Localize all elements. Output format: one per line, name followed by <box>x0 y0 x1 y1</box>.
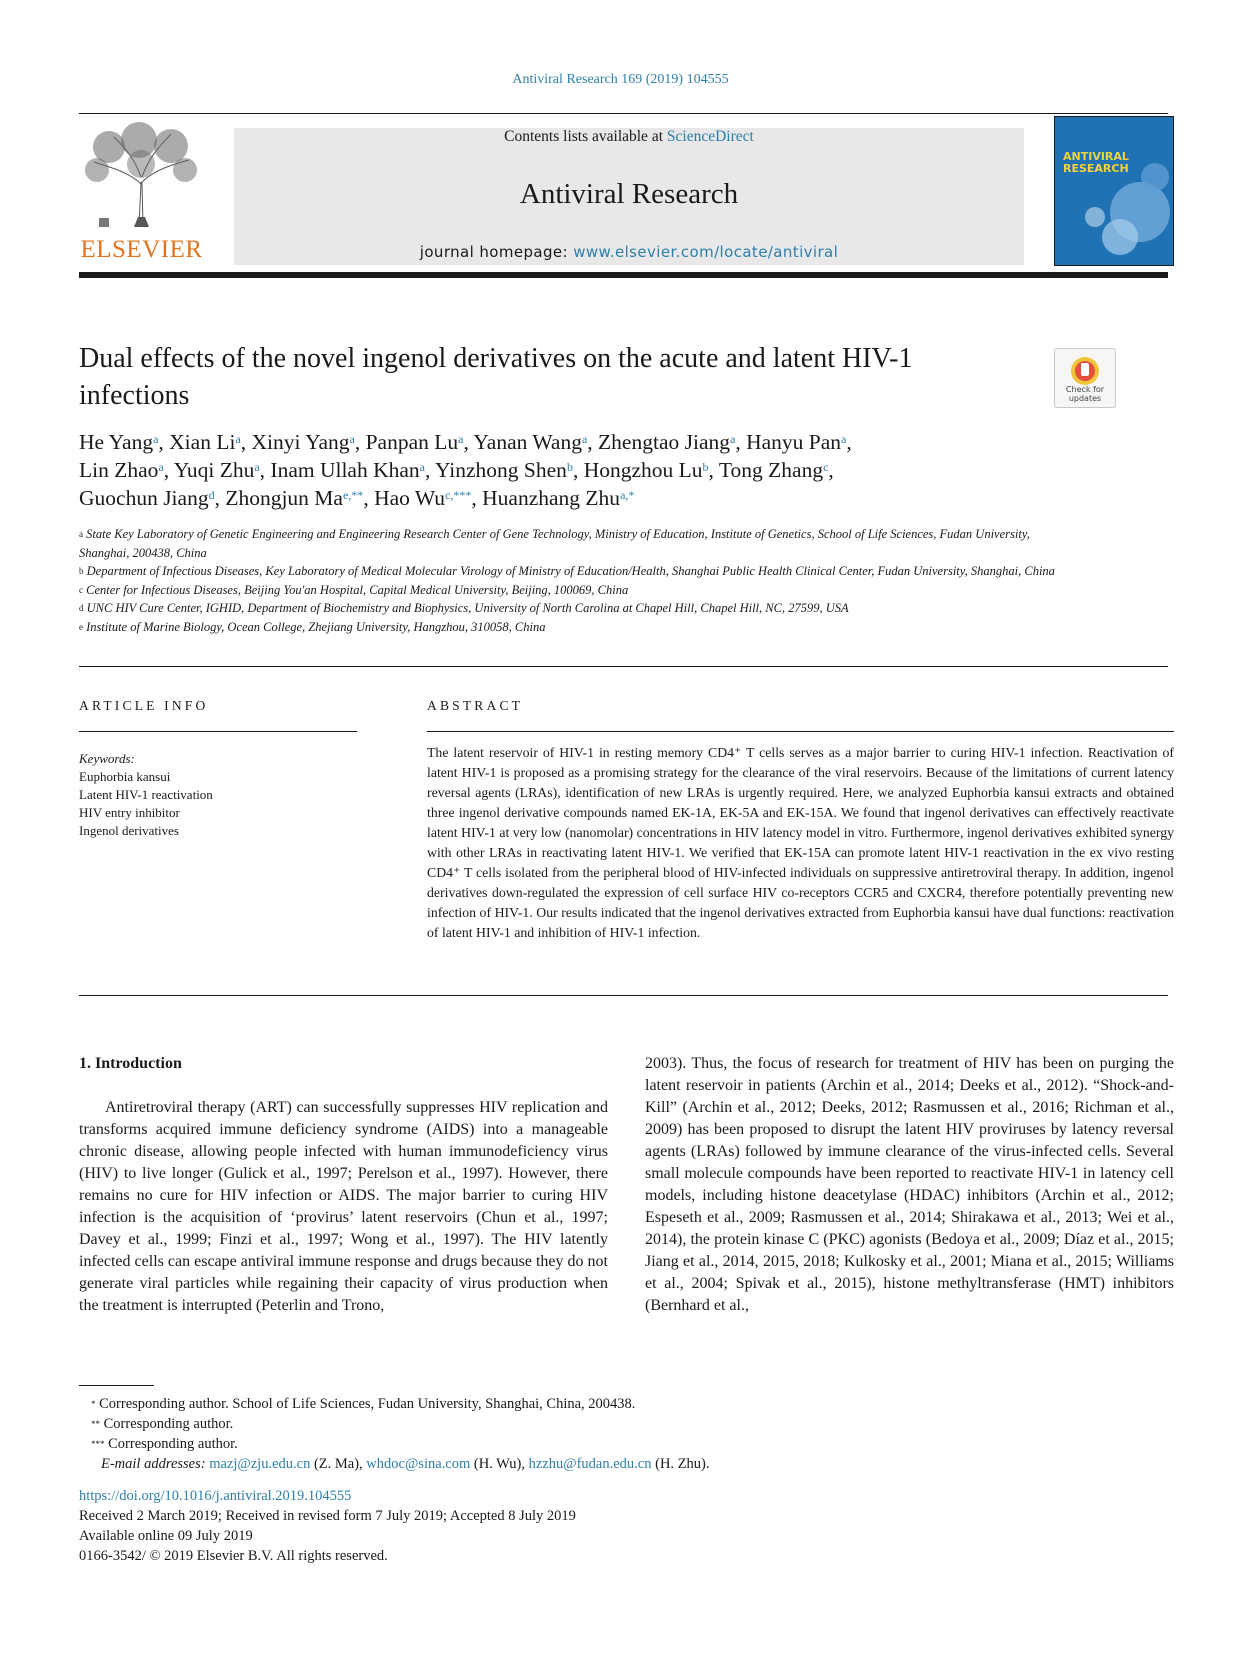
section-rule <box>79 666 1168 667</box>
affiliation-mark[interactable]: a <box>419 460 425 474</box>
section-heading-introduction: 1. Introduction <box>79 1055 182 1072</box>
sciencedirect-link[interactable]: ScienceDirect <box>666 128 754 145</box>
email-link[interactable]: mazj@zju.edu.cn <box>209 1456 311 1472</box>
publication-info <box>79 1486 879 1566</box>
affiliation-mark[interactable]: a,* <box>620 488 635 502</box>
author-name[interactable]: Zhengtao Jiang <box>598 430 730 454</box>
author-name[interactable]: Hongzhou Lu <box>583 458 703 482</box>
cover-title: ANTIVIRAL RESEARCH <box>1063 150 1129 175</box>
cover-art-icon <box>1055 117 1173 265</box>
affiliation-mark[interactable]: b <box>566 460 573 474</box>
author-name[interactable]: Hao Wu <box>374 486 446 510</box>
author-name[interactable]: He Yang <box>79 430 154 454</box>
footnote-2: ** Corresponding author. <box>91 1416 234 1432</box>
affiliation-mark[interactable]: a <box>841 432 847 446</box>
journal-cover[interactable] <box>1054 116 1174 266</box>
homepage-link[interactable]: www.elsevier.com/locate/antiviral <box>573 243 839 261</box>
abstract-heading: ABSTRACT <box>427 698 524 713</box>
keyword: HIV entry inhibitor <box>79 805 180 820</box>
author-name[interactable]: Yinzhong Shen <box>434 458 567 482</box>
affiliation-mark[interactable]: a <box>458 432 464 446</box>
affiliation-letter: d <box>79 603 84 613</box>
affiliation-letter: e <box>79 621 83 632</box>
affiliation-letter: a <box>79 529 83 539</box>
paper-title: Dual effects of the novel ingenol derivatives on the acute and latent HIV-1 infections <box>79 343 913 411</box>
copyright: 0166-3542/ © 2019 Elsevier B.V. All rights reserved. <box>79 1548 388 1564</box>
homepage-line: journal homepage: www.elsevier.com/locate/antiviral <box>419 243 839 261</box>
footnote-3: *** Corresponding author. <box>91 1436 238 1452</box>
author-name[interactable]: Hanyu Pan <box>746 430 842 454</box>
affiliation-item: $^e$ Institute of Marine Biology, Ocean College, Zhejiang University, Hangzhou, 310058, China <box>79 619 546 634</box>
affiliation-mark[interactable]: a <box>153 432 159 446</box>
keywords-label: Keywords: <box>79 751 135 766</box>
author-name[interactable]: Yanan Wang <box>473 430 582 454</box>
author-name[interactable]: Guochun Jiang <box>79 486 209 510</box>
header-thick-rule <box>79 272 1168 278</box>
doi-link[interactable]: https://doi.org/10.1016/j.antiviral.2019.104555 <box>79 1488 352 1504</box>
email-line: E-mail addresses: mazj@zju.edu.cn (Z. Ma), whdoc@sina.com (H. Wu), hzzhu@fudan.edu.cn (H. Zhu). <box>101 1456 710 1472</box>
keyword: Euphorbia kansui <box>79 769 171 784</box>
journal-masthead <box>234 128 1024 265</box>
author-name[interactable]: Tong Zhang <box>718 458 824 482</box>
journal-reference[interactable]: Antiviral Research 169 (2019) 104555 <box>512 72 729 87</box>
intro-paragraph-continued: 2003). Thus, the focus of research for treatment of HIV has been on purging the latent reservoir in patients (Archin et al., 2014; Deeks et al., 2012). “Shock-and-Kill” (Archin et al., 2012; Deeks, 2012; Rasmussen et al., 2016; Richman et al., 2009) has been proposed to disrupt the latent HIV proviruses by latency reversal agents (LRAs) followed by immune clearance of the virus-infected cells. Several small molecule compounds have been reported to reactivate HIV-1 in latency cell models, including histone deacetylase (HDAC) inhibitors (Archin et al., 2012; Espeseth et al., 2009; Rasmussen et al., 2014; Shirakawa et al., 2013; Wei et al., 2014), the protein kinase C (PKC) agonists (Bedoya et al., 2009; Díaz et al., 2015; Jiang et al., 2014, 2015, 2018; Kulkosky et al., 2001; Miana et al., 2015; Williams et al., 2004; Spivak et al., 2015), histone methyltransferase (HMT) inhibitors (Bernhard et al., <box>645 1055 1174 1314</box>
author-name[interactable]: Zhongjun Ma <box>225 486 343 510</box>
abstract-rule <box>427 731 1174 732</box>
journal-name: Antiviral Research <box>519 178 739 210</box>
abstract-body: The latent reservoir of HIV-1 in resting memory CD4⁺ T cells serves as a major barrier to curing HIV-1 infection. Reactivation of latent HIV-1 is proposed as a promising strategy for the clearance of the viral reservoirs. Because of the limitations of current latency reversal agents (LRAs), identification of new LRAs is urgently required. Here, we analyzed Euphorbia kansui extracts and obtained three ingenol derivative compounds named EK-1A, EK-5A and EK-15A. We found that ingenol derivatives can effectively reactivate latent HIV-1 at very low (nanomolar) concentrations in HIV latency model in vitro. Furthermore, ingenol derivatives exhibited synergy with other LRAs in reactivating latent HIV-1. We verified that EK-15A can promote latent HIV-1 reactivation in the ex vivo resting CD4⁺ T cells isolated from the peripheral blood of HIV-infected individuals on suppressive antiretroviral therapy. In addition, ingenol derivatives down-regulated the expression of cell surface HIV co-receptors CCR5 and CXCR4, therefore potentially preventing new infection of HIV-1. Our results indicated that the ingenol derivatives extracted from Euphorbia kansui have dual functions: reactivation of latent HIV-1 and inhibition of HIV-1 infection. <box>427 745 1174 940</box>
keyword: Ingenol derivatives <box>79 823 179 838</box>
intro-paragraph: Antiretroviral therapy (ART) can successfully suppresses HIV replication and transforms acquired immune deficiency syndrome (AIDS) into a manageable chronic disease, allowing people infected with human immunodeficiency virus (HIV) to live longer (Gulick et al., 1997; Perelson et al., 1997). However, there remains no cure for HIV infection or AIDS. The major barrier to curing HIV infection is the acquisition of ‘provirus’ latent reservoirs (Chun et al., 1997; Davey et al., 1999; Finzi et al., 1997; Wong et al., 1997). The HIV latently infected cells can escape antiviral immune response and drugs because they do not generate viral particles while regaining their capacity of virus production when the treatment is interrupted (Peterlin and Trono, <box>79 1099 608 1314</box>
affiliation-letter: c <box>79 584 83 595</box>
affiliation-mark[interactable]: c <box>823 460 829 474</box>
article-info-rule <box>79 731 357 732</box>
keyword: Latent HIV-1 reactivation <box>79 787 213 802</box>
footnotes <box>79 1394 1079 1474</box>
affiliation-mark[interactable]: a <box>235 432 241 446</box>
author-name[interactable]: Inam Ullah Khan <box>270 458 420 482</box>
affiliation-mark[interactable]: c,*** <box>445 488 472 502</box>
affiliation-mark[interactable]: a <box>730 432 736 446</box>
footnote-1: * Corresponding author. School of Life Sciences, Fudan University, Shanghai, China, 200438. <box>91 1396 636 1412</box>
author-list: He Yang$^a$, Xian Li$^a$, Xinyi Yang$^a$, Panpan Lu$^a$, Yanan Wang$^a$, Zhengtao Jiang$^a$, Hanyu Pan$^a$, Lin Zhao$^a$, Yuqi Zhu$^a$, Inam Ullah Khan$^a$, Yinzhong Shen$^b$, Hongzhou Lu$^b$, Tong Zhang$^c$, Guochun Jiang$^d$, Zhongjun $Ma^{e,**}$, Hao $Wu^{c,***}$, Huanzhang Zhu$^{a,*}$ <box>79 430 852 510</box>
keywords-block <box>79 750 359 840</box>
affiliation-item: $^c$ Center for Infectious Diseases, Beijing You'an Hospital, Capital Medical University, Beijing, 100069, China <box>79 582 629 597</box>
intro-right-column <box>645 1053 1174 1317</box>
article-info-heading: ARTICLE INFO <box>79 698 209 713</box>
affiliation-item: $^b$ Department of Infectious Diseases, Key Laboratory of Medical Molecular Virology of Ministry of Education/Health, Shanghai Public Health Clinical Center, Fudan University, Shanghai, China <box>79 564 1055 578</box>
check-updates-label: Check for updates <box>1065 385 1105 403</box>
received-dates: Received 2 March 2019; Received in revised form 7 July 2019; Accepted 8 July 2019 <box>79 1508 576 1524</box>
author-name[interactable]: Lin Zhao <box>79 458 159 482</box>
footnote-rule <box>79 1385 154 1386</box>
affiliation-list <box>79 525 1079 636</box>
author-name[interactable]: Panpan Lu <box>365 430 459 454</box>
affiliation-mark[interactable]: a <box>349 432 355 446</box>
tree-icon <box>79 122 204 230</box>
email-link[interactable]: hzzhu@fudan.edu.cn <box>528 1456 652 1472</box>
affiliation-mark[interactable]: a <box>254 460 260 474</box>
affiliation-letter: b <box>79 566 84 576</box>
author-name[interactable]: Xinyi Yang <box>251 430 350 454</box>
abstract-end-rule <box>79 995 1168 996</box>
contents-line: Contents lists available at ScienceDirect <box>504 128 754 145</box>
affiliation-mark[interactable]: a <box>158 460 164 474</box>
affiliation-item: $^a$ State Key Laboratory of Genetic Engineering and Engineering Research Center of Gene Technology, Ministry of Education, Institute of Genetics, School of Life Sciences, Fudan University, Shanghai, 200438, China <box>79 527 1030 560</box>
intro-left-column <box>79 1053 608 1317</box>
check-for-updates-button[interactable] <box>1054 348 1116 408</box>
affiliation-mark[interactable]: a <box>581 432 588 446</box>
email-link[interactable]: whdoc@sina.com <box>366 1456 471 1472</box>
author-name[interactable]: Yuqi Zhu <box>173 458 255 482</box>
affiliation-mark[interactable]: b <box>702 460 709 474</box>
available-online: Available online 09 July 2019 <box>79 1528 253 1544</box>
affiliation-item: $^d$ UNC HIV Cure Center, IGHID, Department of Biochemistry and Biophysics, University of North Carolina at Chapel Hill, Chapel Hill, NC, 27599, USA <box>79 601 849 615</box>
affiliation-mark[interactable]: d <box>208 488 215 502</box>
elsevier-logo <box>79 122 204 264</box>
author-name[interactable]: Xian Li <box>169 430 236 454</box>
author-name[interactable]: Huanzhang Zhu <box>482 486 621 510</box>
header-rule <box>79 113 1168 114</box>
affiliation-mark[interactable]: e,** <box>342 488 364 502</box>
publisher-wordmark: ELSEVIER <box>80 236 203 263</box>
